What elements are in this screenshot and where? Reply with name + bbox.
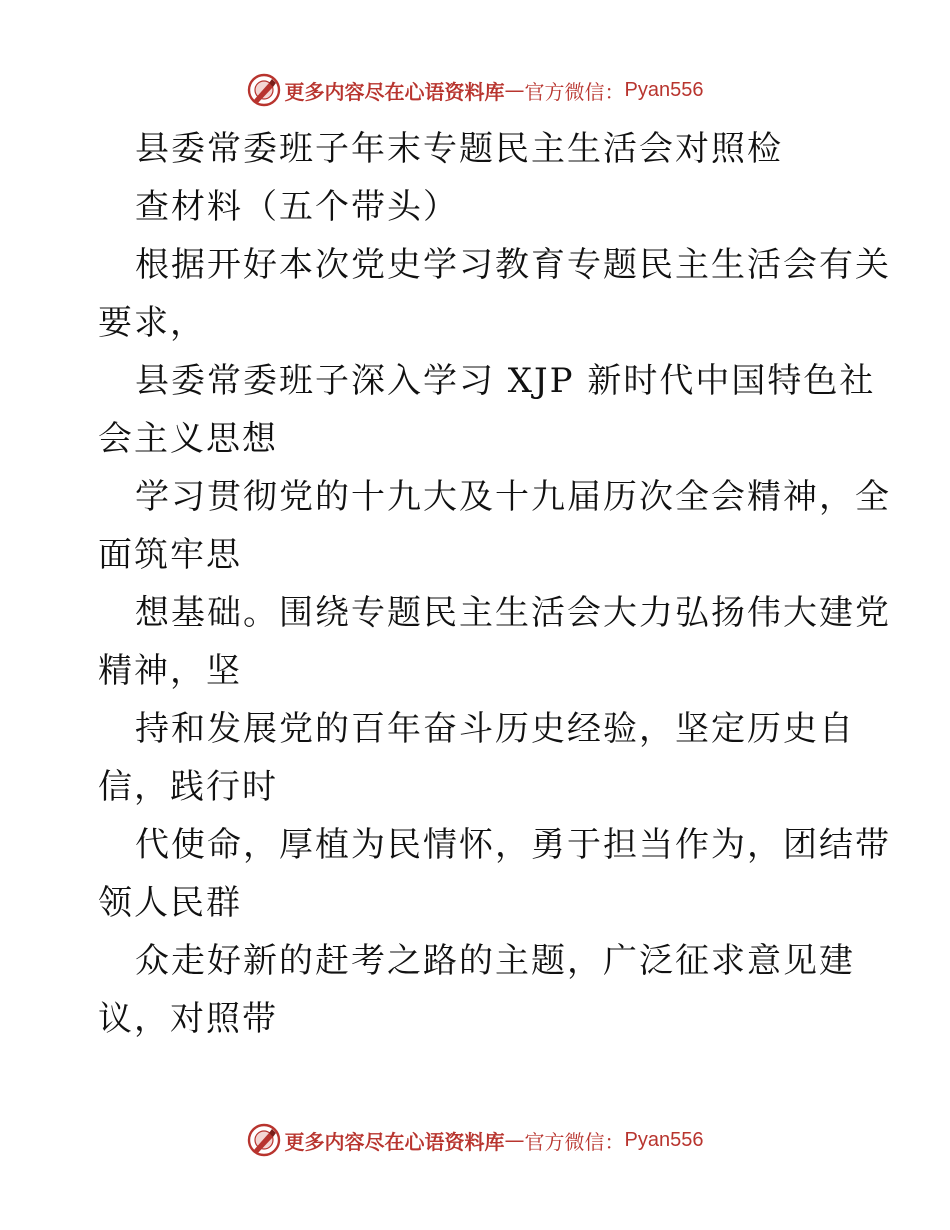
pen-logo-icon bbox=[247, 1123, 281, 1157]
footer-banner bbox=[0, 1120, 950, 1160]
paragraph-line: 信，践行时 bbox=[98, 767, 278, 807]
title-line-2: 查材料（五个带头） bbox=[135, 187, 459, 227]
title-line-1: 县委常委班子年末专题民主生活会对照检 bbox=[135, 129, 783, 169]
paragraph-line: 代使命，厚植为民情怀，勇于担当作为，团结带 bbox=[135, 825, 891, 865]
paragraph-line: 学习贯彻党的十九大及十九届历次全会精神，全 bbox=[135, 477, 891, 517]
paragraph-line: 领人民群 bbox=[98, 883, 242, 923]
paragraph-line: 县委常委班子深入学习 XJP 新时代中国特色社 bbox=[135, 361, 876, 401]
paragraph-line: 众走好新的赶考之路的主题，广泛征求意见建 bbox=[135, 941, 855, 981]
paragraph-line: 持和发展党的百年奋斗历史经验，坚定历史自 bbox=[135, 709, 855, 749]
paragraph-line: 面筑牢思 bbox=[98, 535, 242, 575]
banner-wechat-handle: Pyan556 bbox=[624, 1128, 704, 1151]
banner-official-label: 官方微信： bbox=[524, 79, 625, 104]
paragraph-line: 议，对照带 bbox=[98, 999, 278, 1039]
paragraph-line: 根据开好本次党史学习教育专题民主生活会有关 bbox=[135, 245, 891, 285]
paragraph-line: 想基础。围绕专题民主生活会大力弘扬伟大建党 bbox=[135, 593, 891, 633]
banner-separator: — bbox=[504, 1128, 525, 1152]
pen-logo-icon bbox=[247, 73, 281, 107]
banner-brand-text: 更多内容尽在心语资料库 bbox=[284, 79, 505, 104]
banner-separator: — bbox=[504, 78, 525, 102]
header-banner bbox=[0, 70, 950, 110]
banner-official-label: 官方微信： bbox=[524, 1129, 625, 1154]
banner-wechat-handle: Pyan556 bbox=[624, 78, 704, 101]
paragraph-line: 会主义思想 bbox=[98, 419, 278, 459]
paragraph-line: 精神，坚 bbox=[98, 651, 242, 691]
banner-brand-text: 更多内容尽在心语资料库 bbox=[284, 1129, 505, 1154]
paragraph-line: 要求， bbox=[98, 303, 206, 343]
